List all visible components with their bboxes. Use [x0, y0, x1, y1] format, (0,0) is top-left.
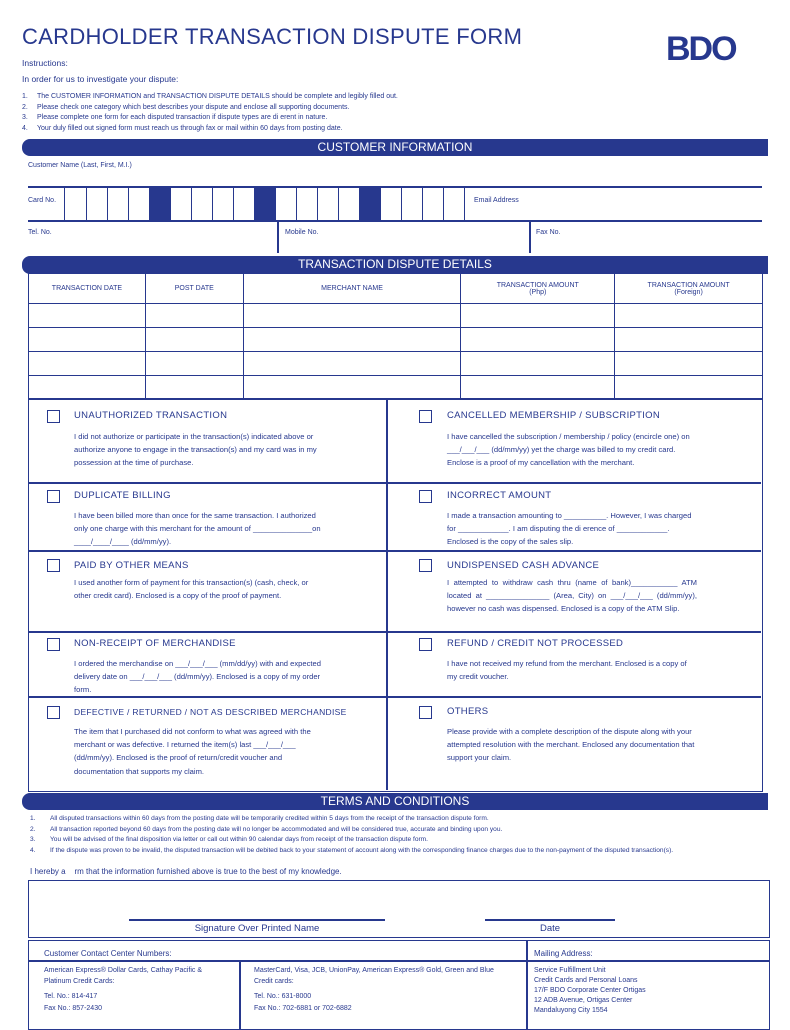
nonreceipt-checkbox[interactable] [47, 638, 60, 651]
table-cell[interactable] [615, 328, 763, 352]
others-checkbox[interactable] [419, 706, 432, 719]
divider [29, 482, 761, 484]
refund-checkbox[interactable] [419, 638, 432, 651]
undispensed-title: UNDISPENSED CASH ADVANCE [447, 560, 600, 571]
card-digit-box[interactable] [381, 188, 402, 220]
table-cell[interactable] [243, 304, 461, 328]
dispute-categories-grid [28, 398, 763, 792]
contact-col2-fax: Fax No.: 702-6881 or 702-6882 [254, 1005, 352, 1012]
contact-col1-tel: Tel. No.: 814-417 [44, 993, 98, 1000]
card-digit-box[interactable] [213, 188, 234, 220]
table-cell[interactable] [145, 304, 243, 328]
table-row [29, 352, 763, 376]
table-cell[interactable] [29, 376, 146, 400]
contact-col1-fax: Fax No.: 857-2430 [44, 1005, 102, 1012]
email-field[interactable] [468, 188, 762, 220]
contact-heading: Customer Contact Center Numbers: [44, 949, 172, 958]
table-cell[interactable] [461, 352, 615, 376]
divider [386, 399, 388, 790]
cancelled-text: I have cancelled the subscription / membership / policy (encircle one) on ___/___/___ (dd/mm/yy) yet the charge was billed to my credit card. Enclose is a proof of my cancellation with the merchant. [447, 432, 690, 468]
duplicate-title: DUPLICATE BILLING [74, 490, 171, 501]
defective-text: The item that I purchased did not conform to what was agreed with the merchant or was defective. I returned the item(s) last ___/___/___ (dd/mm/yy). Enclosed is the proof of return/credit voucher and documentation that supports my claim. [74, 727, 311, 776]
column-header: MERCHANT NAME [243, 274, 461, 304]
transaction-table [28, 273, 763, 400]
column-header: TRANSACTION AMOUNT (Foreign) [615, 274, 763, 304]
card-digit-box[interactable] [276, 188, 297, 220]
incorrect-title: INCORRECT AMOUNT [447, 490, 552, 501]
card-digit-box[interactable] [402, 188, 423, 220]
card-digit-box[interactable] [192, 188, 213, 220]
table-cell[interactable] [29, 328, 146, 352]
card-digit-box[interactable] [108, 188, 129, 220]
affirmation-text: I hereby a rm that the information furnished above is true to the best of my knowledge. [30, 867, 342, 876]
fax-label: Fax No. [536, 229, 561, 236]
card-digit-box[interactable] [318, 188, 339, 220]
refund-title: REFUND / CREDIT NOT PROCESSED [447, 638, 624, 649]
signature-label: Signature Over Printed Name [194, 923, 320, 934]
divider [29, 960, 769, 962]
mailing-heading: Mailing Address: [534, 949, 593, 958]
instructions-label: Instructions: [22, 58, 68, 68]
instruction-item: 4. Your duly filled out signed form must reach us through fax or mail within 60 days from posting date. [22, 124, 343, 132]
cancelled-title: CANCELLED MEMBERSHIP / SUBSCRIPTION [447, 410, 661, 421]
mobile-field[interactable] [279, 222, 528, 254]
nonreceipt-title: NON-RECEIPT OF MERCHANDISE [74, 638, 236, 649]
card-digit-box[interactable] [297, 188, 318, 220]
table-cell[interactable] [243, 352, 461, 376]
undispensed-checkbox[interactable] [419, 559, 432, 572]
divider [526, 941, 528, 1030]
instructions-list [22, 92, 398, 134]
card-number-label: Card No. [28, 197, 57, 204]
customer-name-field[interactable] [28, 160, 762, 186]
card-digit-box[interactable] [360, 188, 381, 220]
table-cell[interactable] [29, 304, 146, 328]
table-cell[interactable] [615, 376, 763, 400]
card-digit-box[interactable] [423, 188, 444, 220]
paid-other-checkbox[interactable] [47, 559, 60, 572]
terms-item: 3. You will be advised of the final disposition via letter or call out within 90 calendar days from receipt of the transaction dispute form. [30, 836, 429, 843]
unauthorized-checkbox[interactable] [47, 410, 60, 423]
unauthorized-text: I did not authorize or participate in the transaction(s) indicated above or authorize anyone to engage in the transaction(s) and my card was in my possession at the time of purchase. [74, 432, 317, 468]
date-label: Date [539, 923, 561, 934]
column-header: POST DATE [145, 274, 243, 304]
undispensed-text: I attempted to withdraw cash thru (name of bank)___________ ATM located at _______________ (Area, City) on ___/___/___ (dd/mm/yy), however no cash was dispensed. Enclosed is a copy of the ATM Slip. [447, 578, 697, 614]
email-label: Email Address [474, 197, 519, 204]
table-cell[interactable] [461, 376, 615, 400]
terms-item: 1. All disputed transactions within 60 days from the posting date will be temporarily credited within 5 days from the receipt of the transaction dispute form. [30, 815, 489, 822]
divider [239, 961, 241, 1030]
card-digit-box[interactable] [150, 188, 171, 220]
table-header-row [29, 274, 763, 304]
table-cell[interactable] [243, 376, 461, 400]
form-title: CARDHOLDER TRANSACTION DISPUTE FORM [22, 24, 523, 49]
table-cell[interactable] [29, 352, 146, 376]
terms-list [30, 814, 720, 856]
terms-item: 2. All transaction reported beyond 60 days from the posting date will no longer be accommodated and will be considered true, accurate and binding upon you. [30, 825, 503, 833]
fax-field[interactable] [531, 222, 762, 254]
nonreceipt-text: I ordered the merchandise on ___/___/___ (mm/dd/yy) with and expected delivery date on ___/___/___ (dd/mm/yy). Enclosed is a copy of my order form. [74, 659, 321, 695]
transaction-details-header: TRANSACTION DISPUTE DETAILS [22, 256, 768, 274]
table-cell[interactable] [145, 328, 243, 352]
table-cell[interactable] [145, 352, 243, 376]
paid-other-title: PAID BY OTHER MEANS [74, 560, 189, 571]
tel-field[interactable] [28, 222, 276, 254]
table-row [29, 376, 763, 400]
terms-item: 4. If the dispute was proven to be invalid, the disputed transaction will be debited back to your statement of account along with the corresponding finance charges due to the non-payment of the disputed transaction(s). [30, 846, 674, 854]
table-cell[interactable] [145, 376, 243, 400]
contact-box [28, 940, 770, 1030]
divider [29, 550, 761, 552]
incorrect-checkbox[interactable] [419, 490, 432, 503]
defective-checkbox[interactable] [47, 706, 60, 719]
card-digit-box[interactable] [87, 188, 108, 220]
refund-text: I have not received my refund from the merchant. Enclosed is a copy of my credit voucher. [447, 659, 687, 682]
table-cell[interactable] [461, 304, 615, 328]
instructions-intro: In order for us to investigate your dispute: [22, 74, 179, 84]
terms-header: TERMS AND CONDITIONS [22, 793, 768, 810]
table-cell[interactable] [615, 304, 763, 328]
instruction-item: 2. Please check one category which best describes your dispute and enclose all supporting documents. [22, 103, 350, 111]
table-cell[interactable] [615, 352, 763, 376]
paid-other-text: I used another form of payment for this transaction(s) (cash, check, or other credit card). Enclosed is a copy of the proof of payment. [74, 578, 309, 601]
mobile-label: Mobile No. [285, 229, 319, 236]
customer-name-label: Customer Name (Last, First, M.I.) [28, 162, 132, 169]
duplicate-checkbox[interactable] [47, 490, 60, 503]
duplicate-text: I have been billed more than once for the same transaction. I authorized only one charge with this merchant for the amount of ______________on ____/____/____ (dd/mm/yy). [74, 511, 321, 547]
cancelled-checkbox[interactable] [419, 410, 432, 423]
card-digit-box[interactable] [444, 188, 465, 220]
instruction-item: 1. The CUSTOMER INFORMATION and TRANSACTION DISPUTE DETAILS should be complete and legibly filled out. [22, 93, 398, 100]
defective-title: DEFECTIVE / RETURNED / NOT AS DESCRIBED MERCHANDISE [74, 707, 347, 717]
card-digit-box[interactable] [66, 188, 87, 220]
customer-info-header: CUSTOMER INFORMATION [22, 139, 768, 156]
incorrect-text: I made a transaction amounting to __________. However, I was charged for ____________. I am disputing the di erence of ____________. Enclosed is the copy of the sales slip. [447, 511, 692, 547]
card-digit-box[interactable] [171, 188, 192, 220]
others-text: Please provide with a complete description of the dispute along with your attempted resolution with the merchant. Enclosed any documentation that support your claim. [447, 727, 695, 763]
others-title: OTHERS [447, 706, 489, 717]
column-header: TRANSACTION AMOUNT (Php) [461, 274, 615, 304]
instruction-item: 3. Please complete one form for each disputed transaction if dispute types are di erent in nature. [22, 114, 328, 121]
card-digit-box[interactable] [255, 188, 276, 220]
table-row [29, 304, 763, 328]
contact-col1-title: American Express® Dollar Cards, Cathay Pacific & Platinum Credit Cards: [44, 967, 203, 985]
signature-box [28, 880, 770, 938]
table-cell[interactable] [461, 328, 615, 352]
unauthorized-title: UNAUTHORIZED TRANSACTION [74, 410, 228, 421]
column-header: TRANSACTION DATE [29, 274, 146, 304]
card-digit-box[interactable] [129, 188, 150, 220]
card-digit-box[interactable] [339, 188, 360, 220]
table-row [29, 328, 763, 352]
card-digit-box[interactable] [234, 188, 255, 220]
contact-col2-tel: Tel. No.: 631-8000 [254, 993, 312, 1000]
table-cell[interactable] [243, 328, 461, 352]
bdo-logo: BDO [666, 30, 736, 68]
divider [29, 631, 761, 633]
tel-label: Tel. No. [28, 229, 52, 236]
mailing-address: Service Fulfillment Unit Credit Cards and Personal Loans 17/F BDO Corporate Center Ortigas 12 ADB Avenue, Ortigas Center Mandaluyong City 1554 [534, 967, 646, 1014]
contact-col2-title: MasterCard, Visa, JCB, UnionPay, American Express® Gold, Green and Blue Credit cards: [254, 967, 494, 985]
